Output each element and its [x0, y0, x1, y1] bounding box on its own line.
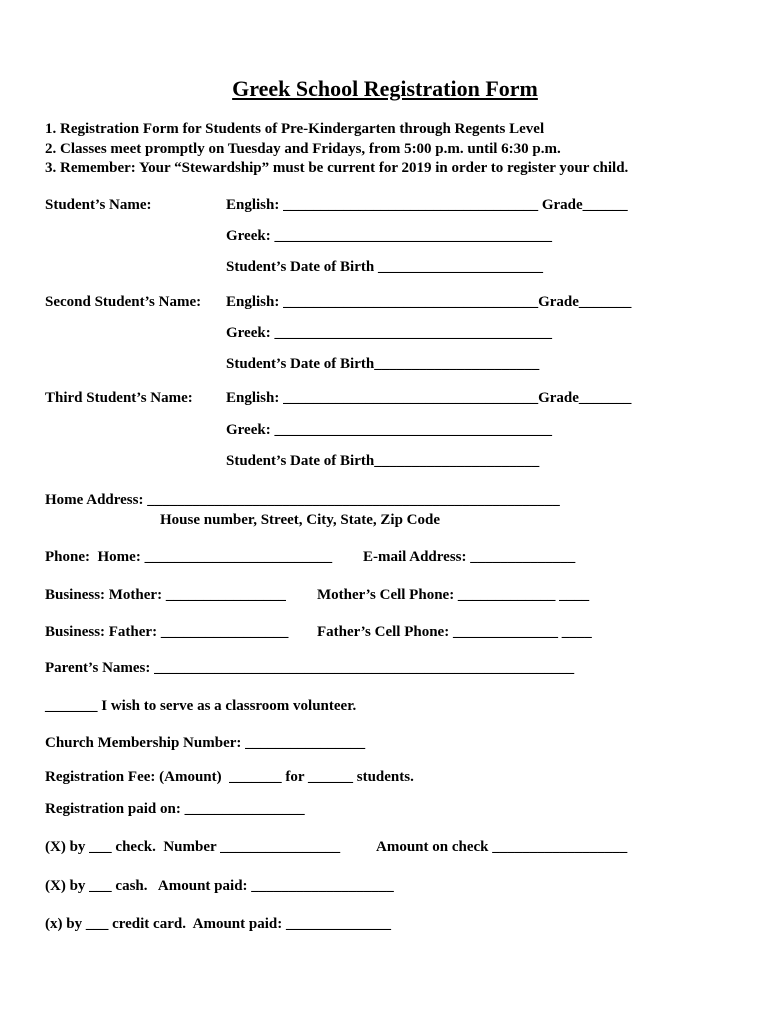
home-address-hint: House number, Street, City, State, Zip Code — [160, 512, 441, 528]
intro-line-1: 1. Registration Form for Students of Pre-Kindergarten through Regents Level — [45, 121, 545, 137]
mother-cell-field: Mother’s Cell Phone: _____________ ____ — [317, 587, 590, 603]
amount-on-check-field: Amount on check __________________ — [376, 839, 628, 855]
email-field: E-mail Address: ______________ — [363, 549, 576, 565]
registration-paid-field: Registration paid on: ________________ — [45, 801, 305, 817]
payment-cash-field: (X) by ___ cash. Amount paid: ___________________ — [45, 878, 394, 894]
intro-line-3: 3. Remember: Your “Stewardship” must be current for 2019 in order to register your child. — [45, 160, 629, 176]
student-1-greek-field: Greek: _____________________________________ — [226, 228, 552, 244]
payment-credit-card-field: (x) by ___ credit card. Amount paid: ______________ — [45, 916, 391, 932]
father-cell-field: Father’s Cell Phone: ______________ ____ — [317, 624, 592, 640]
business-father-field: Business: Father: _________________ — [45, 624, 289, 640]
student-2-dob-field: Student’s Date of Birth______________________ — [226, 356, 540, 372]
student-3-english-field: English: __________________________________Grade_______ — [226, 390, 632, 406]
student-2-label: Second Student’s Name: — [45, 294, 202, 310]
business-mother-field: Business: Mother: ________________ — [45, 587, 286, 603]
student-1-english-field: English: __________________________________ Grade______ — [226, 197, 628, 213]
church-membership-field: Church Membership Number: ________________ — [45, 735, 366, 751]
student-1-label: Student’s Name: — [45, 197, 152, 213]
student-1-dob-field: Student’s Date of Birth ______________________ — [226, 259, 543, 275]
home-address-field: Home Address: _______________________________________________________ — [45, 492, 560, 508]
home-phone-field: Phone: Home: _________________________ — [45, 549, 333, 565]
student-3-label: Third Student’s Name: — [45, 390, 193, 406]
student-2-greek-field: Greek: _____________________________________ — [226, 325, 552, 341]
form-title: Greek School Registration Form — [232, 76, 538, 101]
intro-line-2: 2. Classes meet promptly on Tuesday and Fridays, from 5:00 p.m. until 6:30 p.m. — [45, 141, 561, 157]
payment-check-field: (X) by ___ check. Number ________________ — [45, 839, 341, 855]
volunteer-field: _______ I wish to serve as a classroom volunteer. — [45, 698, 357, 714]
student-3-greek-field: Greek: _____________________________________ — [226, 422, 552, 438]
registration-fee-field: Registration Fee: (Amount) _______ for ______ students. — [45, 769, 414, 785]
student-2-english-field: English: __________________________________Grade_______ — [226, 294, 632, 310]
student-3-dob-field: Student’s Date of Birth______________________ — [226, 453, 540, 469]
parents-names-field: Parent’s Names: ________________________________________________________ — [45, 660, 575, 676]
